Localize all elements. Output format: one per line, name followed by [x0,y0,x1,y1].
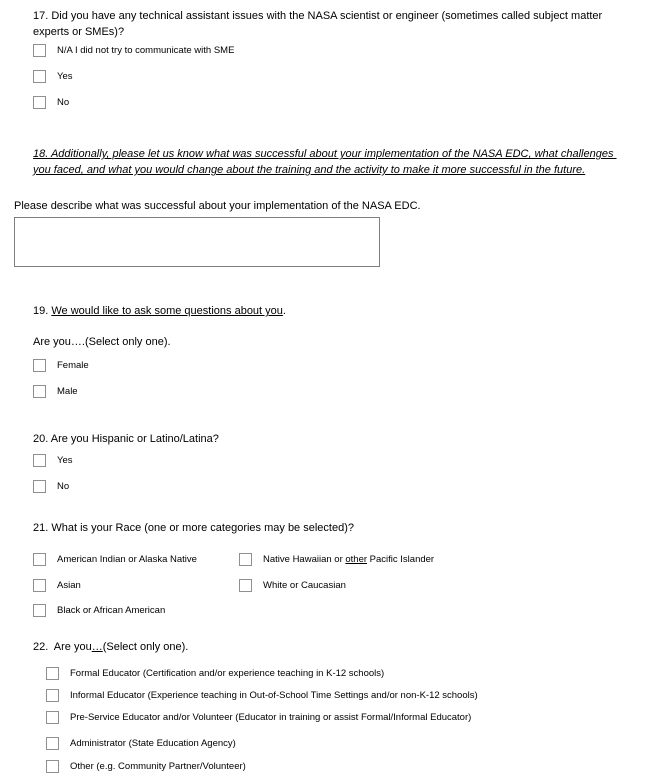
q22-option-formal-educator-checkbox[interactable] [46,667,59,680]
q21-option-black-label: Black or African American [57,604,166,616]
q21-option-american-indian [33,553,197,566]
q20-option-yes-checkbox[interactable] [33,454,46,467]
q21-option-white-checkbox[interactable] [239,579,252,592]
q19-option-male-checkbox[interactable] [33,385,46,398]
q22-title-underlined: … [91,641,103,653]
q19-option-female-checkbox[interactable] [33,359,46,372]
question-22-title [33,639,627,655]
q17-option-na-label: N/A I did not try to communicate with SME [57,44,235,56]
q21-option-asian-checkbox[interactable] [33,579,46,592]
q22-option-preservice-educator-checkbox[interactable] [46,711,59,724]
q22-option-informal-educator [46,689,478,702]
q21-option-american-indian-checkbox[interactable] [33,553,46,566]
q21-option-white [239,579,346,592]
q22-option-administrator [46,737,236,750]
q21-option-black-checkbox[interactable] [33,604,46,617]
q20-option-no-checkbox[interactable] [33,480,46,493]
q17-option-yes [33,70,73,83]
q22-option-other-checkbox[interactable] [46,760,59,773]
q17-option-no-checkbox[interactable] [33,96,46,109]
q22-option-formal-educator-label: Formal Educator (Certification and/or experience teaching in K-12 schools) [70,667,385,679]
q19-option-male-label: Male [57,385,78,397]
q21-option-asian-label: Asian [57,579,81,591]
q21-option-american-indian-label: American Indian or Alaska Native [57,553,197,565]
q22-option-other [46,760,246,773]
q20-option-no [33,480,69,493]
q17-option-no [33,96,69,109]
q19-option-male [33,385,78,398]
q22-title-suffix: (Select only one). [102,641,189,653]
q18-describe-prompt: Please describe what was successful about your implementation of the NASA EDC. [14,200,421,212]
q22-option-administrator-label: Administrator (State Education Agency) [70,737,236,749]
q21-option-native-hawaiian-label: Native Hawaiian or other Pacific Islander [263,553,435,565]
question-19-title [33,303,627,319]
q19-option-female-label: Female [57,359,89,371]
q21-option-black [33,604,165,617]
question-20-title: 20. Are you Hispanic or Latino/Latina? [33,433,219,445]
q22-option-informal-educator-label: Informal Educator (Experience teaching in Out-of-School Time Settings and/or non-K-12 schools) [70,689,478,701]
q20-option-no-label: No [57,480,70,492]
q22-option-informal-educator-checkbox[interactable] [46,689,59,702]
q22-title-prefix: 22. Are you [33,641,92,653]
q19-number: 19. [33,305,52,317]
q22-option-preservice-educator [46,711,471,724]
q22-option-administrator-checkbox[interactable] [46,737,59,750]
q19-subprompt: Are you….(Select only one). [33,336,171,348]
q17-option-yes-checkbox[interactable] [33,70,46,83]
question-21-title: 21. What is your Race (one or more categories may be selected)? [33,522,354,534]
q17-option-no-label: No [57,96,70,108]
q17-option-yes-label: Yes [57,70,73,82]
q17-option-na [33,44,234,57]
q19-option-female [33,359,89,372]
q21-option-asian [33,579,81,592]
q21-option-native-hawaiian-checkbox[interactable] [239,553,252,566]
q17-option-na-checkbox[interactable] [33,44,46,57]
q20-option-yes [33,454,73,467]
q20-option-yes-label: Yes [57,454,73,466]
q22-option-preservice-educator-label: Pre-Service Educator and/or Volunteer (Educator in training or assist Formal/Informal Educator) [70,711,472,723]
q19-title-suffix: . [282,305,286,317]
q22-option-formal-educator [46,667,384,680]
q18-response-textbox[interactable] [14,217,380,267]
question-18-title: 18. Additionally, please let us know what was successful about your implementation of the NASA EDC, what challenges you faced, and what you would change about the training and the activity to make it more successful in the future. [33,148,617,176]
q22-option-other-label: Other (e.g. Community Partner/Volunteer) [70,760,246,772]
q21-option-native-hawaiian [239,553,434,566]
q19-title-underlined: We would like to ask some questions about you [51,305,283,317]
q21-option-white-label: White or Caucasian [263,579,346,591]
question-17-title: 17. Did you have any technical assistant issues with the NASA scientist or engineer (sometimes called subject matter experts or SMEs)? [33,10,606,38]
